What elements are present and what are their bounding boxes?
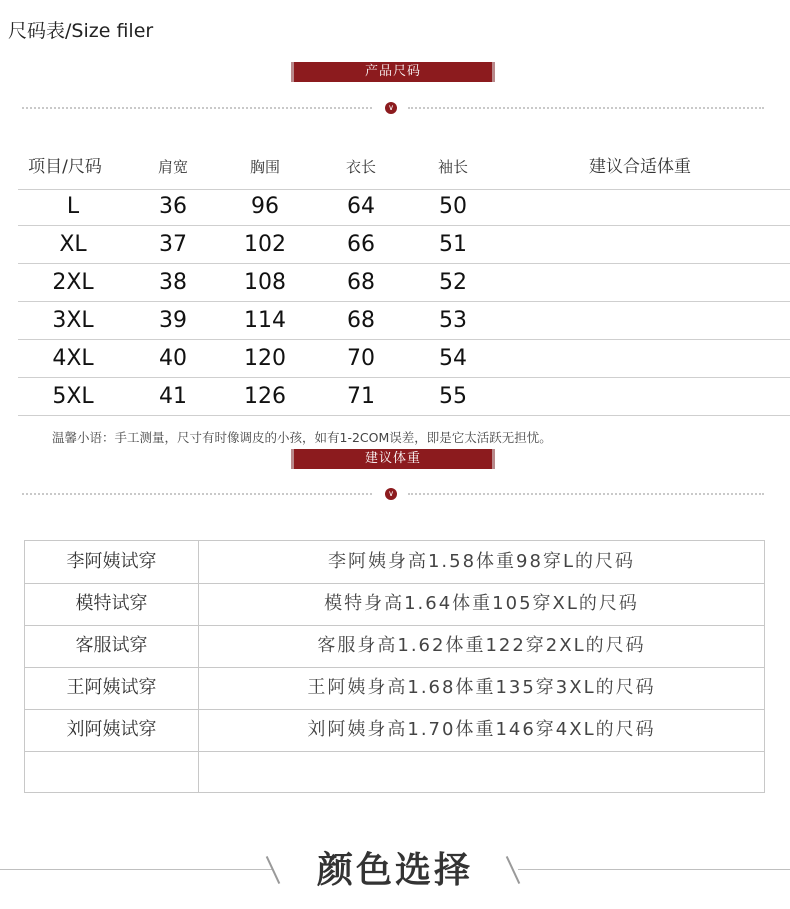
- size-row: [10, 188, 780, 226]
- tester-name: 模特试穿: [75, 593, 148, 614]
- divider-line-left: [0, 869, 272, 870]
- size-row: [10, 340, 780, 378]
- size-cell: 38: [159, 270, 187, 295]
- size-cell: 37: [159, 232, 187, 257]
- size-cell: 54: [439, 346, 467, 371]
- size-cell: 5XL: [52, 384, 94, 409]
- size-cell: 114: [244, 308, 286, 333]
- size-cell: 70: [347, 346, 375, 371]
- size-cell: 126: [244, 384, 286, 409]
- header-cell: 肩宽: [157, 158, 188, 176]
- header-cell: 衣长: [345, 158, 376, 176]
- row-separator: [18, 415, 790, 416]
- try-on-table: [24, 540, 765, 793]
- chevron-down-icon: ∨: [385, 488, 397, 500]
- tester-description: 模特身高1.64体重105穿XL的尺码: [324, 593, 639, 614]
- size-cell: 2XL: [52, 270, 94, 295]
- measurement-tip: 温馨小语：手工测量，尺寸有时像调皮的小孩，如有1-2COM误差，即是它太活跃无担忧。: [52, 430, 552, 445]
- page-title: 尺码表/Size filer: [8, 20, 154, 42]
- color-section-title: 颜色选择: [316, 850, 473, 891]
- size-cell: 108: [244, 270, 286, 295]
- header-cell: 袖长: [437, 158, 468, 176]
- try-on-row: [25, 751, 764, 793]
- weight-section-banner: 建议体重: [294, 449, 492, 469]
- divider-line-right: [518, 869, 790, 870]
- size-section-banner: 产品尺码: [294, 62, 492, 82]
- size-cell: 41: [159, 384, 187, 409]
- size-cell: 36: [159, 194, 187, 219]
- tester-description: 李阿姨身高1.58体重98穿L的尺码: [327, 551, 635, 572]
- section-divider: [22, 102, 764, 114]
- size-cell: 71: [347, 384, 375, 409]
- chevron-down-icon: ∨: [385, 102, 397, 114]
- header-cell: 胸围: [249, 158, 280, 176]
- size-cell: 40: [159, 346, 187, 371]
- size-cell: 53: [439, 308, 467, 333]
- size-cell: 68: [347, 308, 375, 333]
- divider-line-right: [408, 107, 764, 109]
- size-table-header: [10, 150, 780, 188]
- size-cell: 3XL: [52, 308, 94, 333]
- tester-name: 李阿姨试穿: [66, 551, 157, 572]
- tester-description: 王阿姨身高1.68体重135穿3XL的尺码: [307, 677, 656, 698]
- divider-line-right: [408, 493, 764, 495]
- try-on-row: [25, 583, 764, 626]
- try-on-row: [25, 667, 764, 710]
- section-divider: [22, 488, 764, 500]
- size-cell: 64: [347, 194, 375, 219]
- try-on-row: [25, 541, 764, 584]
- header-cell: 建议合适体重: [589, 157, 691, 177]
- size-cell: 66: [347, 232, 375, 257]
- size-row: [10, 264, 780, 302]
- size-cell: 68: [347, 270, 375, 295]
- divider-line-left: [22, 493, 372, 495]
- tester-description: 刘阿姨身高1.70体重146穿4XL的尺码: [307, 719, 656, 740]
- tester-description: 客服身高1.62体重122穿2XL的尺码: [317, 635, 646, 656]
- size-row: [10, 302, 780, 340]
- size-cell: XL: [59, 232, 87, 257]
- size-cell: 4XL: [52, 346, 94, 371]
- divider-tick-left: [266, 856, 280, 884]
- size-row: [10, 226, 780, 264]
- tester-name: 客服试穿: [75, 635, 148, 656]
- size-cell: 102: [244, 232, 286, 257]
- size-cell: 52: [439, 270, 467, 295]
- size-row: [10, 378, 780, 416]
- tester-name: 王阿姨试穿: [66, 677, 157, 698]
- size-cell: 120: [244, 346, 286, 371]
- divider-tick-right: [506, 856, 520, 884]
- size-cell: 96: [251, 194, 279, 219]
- try-on-row: [25, 625, 764, 668]
- size-cell: 50: [439, 194, 467, 219]
- divider-line-left: [22, 107, 372, 109]
- tester-name: 刘阿姨试穿: [66, 719, 157, 740]
- header-cell: 项目/尺码: [28, 157, 102, 177]
- size-cell: 51: [439, 232, 467, 257]
- size-cell: 55: [439, 384, 467, 409]
- size-cell: 39: [159, 308, 187, 333]
- size-cell: L: [66, 194, 80, 219]
- try-on-row: [25, 709, 764, 752]
